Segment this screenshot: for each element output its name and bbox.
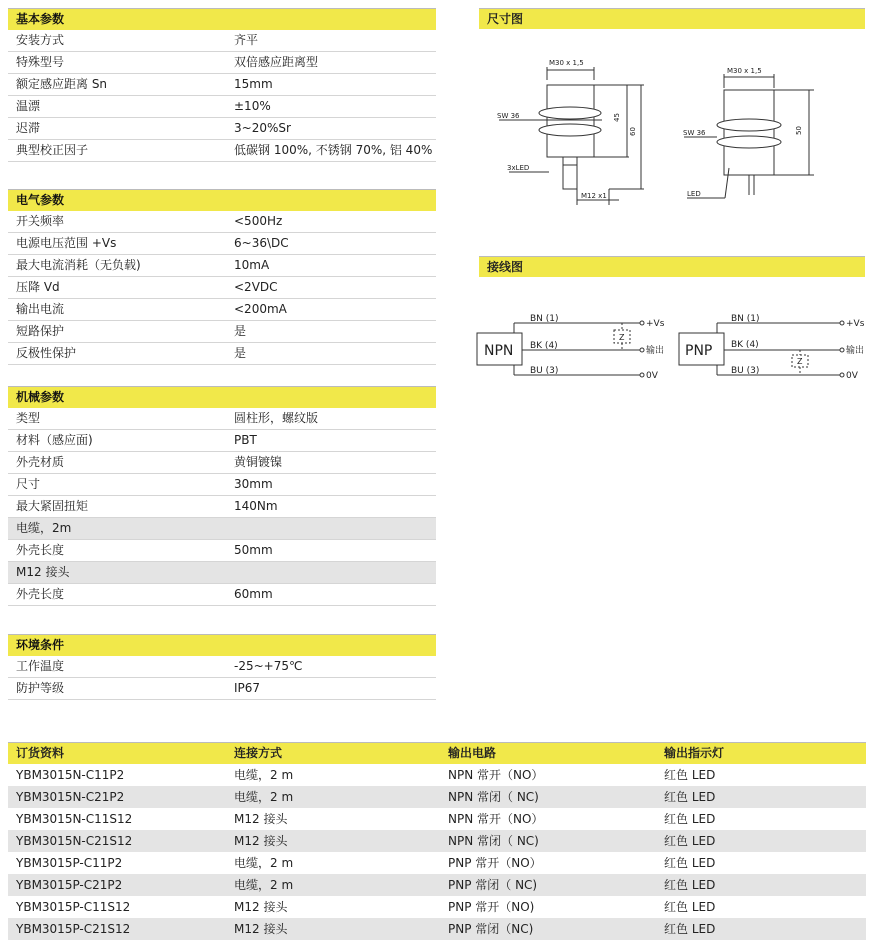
param-row [8, 562, 436, 584]
param-value: 10mA [234, 258, 270, 272]
order-row [8, 786, 866, 808]
param-name: 迟滞 [16, 121, 41, 135]
mechanical-params-title: 机械参数 [8, 386, 436, 408]
mechanical-params-section [8, 386, 436, 606]
left-led-label: 3xLED [507, 164, 530, 172]
param-row [8, 430, 436, 452]
npn-z-label: Z [619, 333, 625, 342]
param-name: 输出电流 [16, 302, 65, 316]
model-cell: YBM3015P-C11S12 [16, 900, 131, 914]
wiring-diagram [474, 305, 874, 390]
param-value: 黄铜镀镍 [234, 455, 283, 469]
environment-title: 环境条件 [8, 634, 436, 656]
param-name: 最大电流消耗（无负载) [16, 258, 141, 272]
npn-out-label: 输出 [646, 346, 665, 356]
pnp-out-label: 输出 [846, 346, 865, 356]
param-value: 6~36\DC [234, 236, 289, 250]
pnp-z-label: Z [797, 357, 803, 366]
pnp-vs-label: +Vs [846, 319, 865, 329]
dimensions-title: 尺寸图 [479, 8, 865, 29]
environment-section [8, 634, 436, 700]
param-row [8, 211, 436, 233]
order-row [8, 808, 866, 830]
param-row [8, 118, 436, 140]
param-name: 尺寸 [16, 477, 41, 491]
left-height-60: 60 [629, 127, 637, 136]
npn-label: NPN [484, 343, 514, 359]
connection-cell: 电缆，2 m [234, 768, 294, 782]
param-row [8, 321, 436, 343]
param-name: M12 接头 [16, 565, 70, 579]
param-row [8, 518, 436, 540]
param-value: 是 [234, 324, 247, 338]
npn-bu-label: BU (3) [530, 366, 559, 376]
model-cell: YBM3015N-C11P2 [16, 768, 125, 782]
param-value: 齐平 [234, 33, 259, 47]
param-row [8, 452, 436, 474]
basic-params-section [8, 8, 436, 162]
param-value: 低碳钢 100%, 不锈钢 70%, 铝 40% [234, 143, 433, 157]
param-value: ±10% [234, 99, 271, 113]
connection-cell: M12 接头 [234, 834, 288, 848]
param-value: 是 [234, 346, 247, 360]
npn-0v-label: 0V [646, 371, 658, 381]
output-cell: NPN 常开（NO） [448, 812, 544, 826]
param-row [8, 474, 436, 496]
pnp-bn-label: BN (1) [731, 314, 760, 324]
param-value: 圆柱形，螺纹版 [234, 411, 319, 425]
npn-bn-label: BN (1) [530, 314, 559, 324]
indicator-cell: 红色 LED [664, 856, 716, 870]
indicator-cell: 红色 LED [664, 768, 716, 782]
col-header-model: 订货资料 [16, 746, 65, 760]
param-row [8, 299, 436, 321]
indicator-cell: 红色 LED [664, 900, 716, 914]
param-name: 短路保护 [16, 324, 65, 338]
connection-cell: M12 接头 [234, 900, 288, 914]
param-name: 电缆，2m [16, 521, 72, 535]
param-row [8, 408, 436, 430]
param-value: 15mm [234, 77, 273, 91]
output-cell: PNP 常闭（NC) [448, 922, 534, 936]
npn-bk-label: BK (4) [530, 341, 558, 351]
connection-cell: 电缆，2 m [234, 878, 294, 892]
output-cell: NPN 常开（NO） [448, 768, 544, 782]
connection-cell: 电缆，2 m [234, 790, 294, 804]
param-name: 开关频率 [16, 214, 65, 228]
indicator-cell: 红色 LED [664, 834, 716, 848]
param-value: -25~+75℃ [234, 659, 303, 673]
order-row [8, 830, 866, 852]
param-row [8, 656, 436, 678]
param-value: <500Hz [234, 214, 283, 228]
model-cell: YBM3015P-C21S12 [16, 922, 131, 936]
output-cell: PNP 常开（NO) [448, 900, 535, 914]
param-value: 140Nm [234, 499, 278, 513]
pnp-label: PNP [685, 343, 713, 359]
param-name: 工作温度 [16, 659, 65, 673]
pnp-0v-label: 0V [846, 371, 858, 381]
connection-cell: M12 接头 [234, 922, 288, 936]
output-cell: NPN 常闭（ NC) [448, 790, 539, 804]
param-name: 额定感应距离 Sn [16, 77, 108, 91]
param-value: 3~20%Sr [234, 121, 291, 135]
col-header-output: 输出电路 [448, 746, 497, 760]
output-cell: NPN 常闭（ NC) [448, 834, 539, 848]
left-height-45: 45 [613, 113, 621, 122]
param-value: IP67 [234, 681, 261, 695]
model-cell: YBM3015P-C21P2 [16, 878, 123, 892]
ordering-header [8, 742, 866, 764]
param-value: 双倍感应距离型 [234, 55, 319, 69]
param-row [8, 277, 436, 299]
model-cell: YBM3015P-C11P2 [16, 856, 123, 870]
output-cell: PNP 常闭（ NC) [448, 878, 538, 892]
param-name: 外壳材质 [16, 455, 65, 469]
param-name: 类型 [16, 411, 41, 425]
output-cell: PNP 常开（NO） [448, 856, 542, 870]
npn-vs-label: +Vs [646, 319, 665, 329]
param-name: 外壳长度 [16, 543, 65, 557]
param-value: 30mm [234, 477, 273, 491]
param-name: 特殊型号 [16, 55, 65, 69]
param-row [8, 540, 436, 562]
param-row [8, 96, 436, 118]
order-row [8, 852, 866, 874]
right-led-label: LED [687, 190, 701, 198]
indicator-cell: 红色 LED [664, 812, 716, 826]
right-thread-label: M30 x 1,5 [727, 67, 762, 75]
basic-params-title: 基本参数 [8, 8, 436, 30]
param-row [8, 584, 436, 606]
param-name: 反极性保护 [16, 346, 77, 360]
electrical-params-title: 电气参数 [8, 189, 436, 211]
param-row [8, 343, 436, 365]
param-row [8, 678, 436, 700]
electrical-params-section [8, 189, 436, 365]
param-name: 电源电压范围 +Vs [16, 236, 117, 250]
param-name: 最大紧固扭矩 [16, 499, 89, 513]
param-row [8, 74, 436, 96]
order-row [8, 874, 866, 896]
param-name: 外壳长度 [16, 587, 65, 601]
param-row [8, 496, 436, 518]
model-cell: YBM3015N-C11S12 [16, 812, 133, 826]
param-row [8, 52, 436, 74]
param-value: <200mA [234, 302, 287, 316]
param-value: <2VDC [234, 280, 278, 294]
indicator-cell: 红色 LED [664, 878, 716, 892]
param-row [8, 140, 436, 162]
param-value: 50mm [234, 543, 273, 557]
model-cell: YBM3015N-C21P2 [16, 790, 125, 804]
param-name: 安装方式 [16, 33, 65, 47]
indicator-cell: 红色 LED [664, 790, 716, 804]
param-name: 防护等级 [16, 681, 65, 695]
ordering-table [8, 742, 866, 940]
order-row [8, 764, 866, 786]
order-row [8, 896, 866, 918]
param-value: 60mm [234, 587, 273, 601]
dimension-drawing [479, 40, 869, 220]
param-name: 温漂 [16, 99, 41, 113]
param-row [8, 255, 436, 277]
left-sw-label: SW 36 [497, 112, 520, 120]
param-row [8, 233, 436, 255]
param-name: 材料（感应面) [16, 433, 93, 447]
right-sw-label: SW 36 [683, 129, 706, 137]
connection-cell: M12 接头 [234, 812, 288, 826]
left-thread-label: M30 x 1,5 [549, 59, 584, 67]
param-name: 典型校正因子 [16, 143, 89, 157]
param-row [8, 30, 436, 52]
right-height-50: 50 [795, 126, 803, 135]
param-value: PBT [234, 433, 257, 447]
col-header-connection: 连接方式 [234, 746, 283, 760]
param-name: 压降 Vd [16, 280, 60, 294]
model-cell: YBM3015N-C21S12 [16, 834, 133, 848]
col-header-indicator: 输出指示灯 [664, 746, 725, 760]
left-conn-label: M12 x1 [581, 192, 607, 200]
wiring-title: 接线图 [479, 256, 865, 277]
pnp-bk-label: BK (4) [731, 340, 759, 350]
order-row [8, 918, 866, 940]
connection-cell: 电缆，2 m [234, 856, 294, 870]
pnp-bu-label: BU (3) [731, 366, 760, 376]
indicator-cell: 红色 LED [664, 922, 716, 936]
